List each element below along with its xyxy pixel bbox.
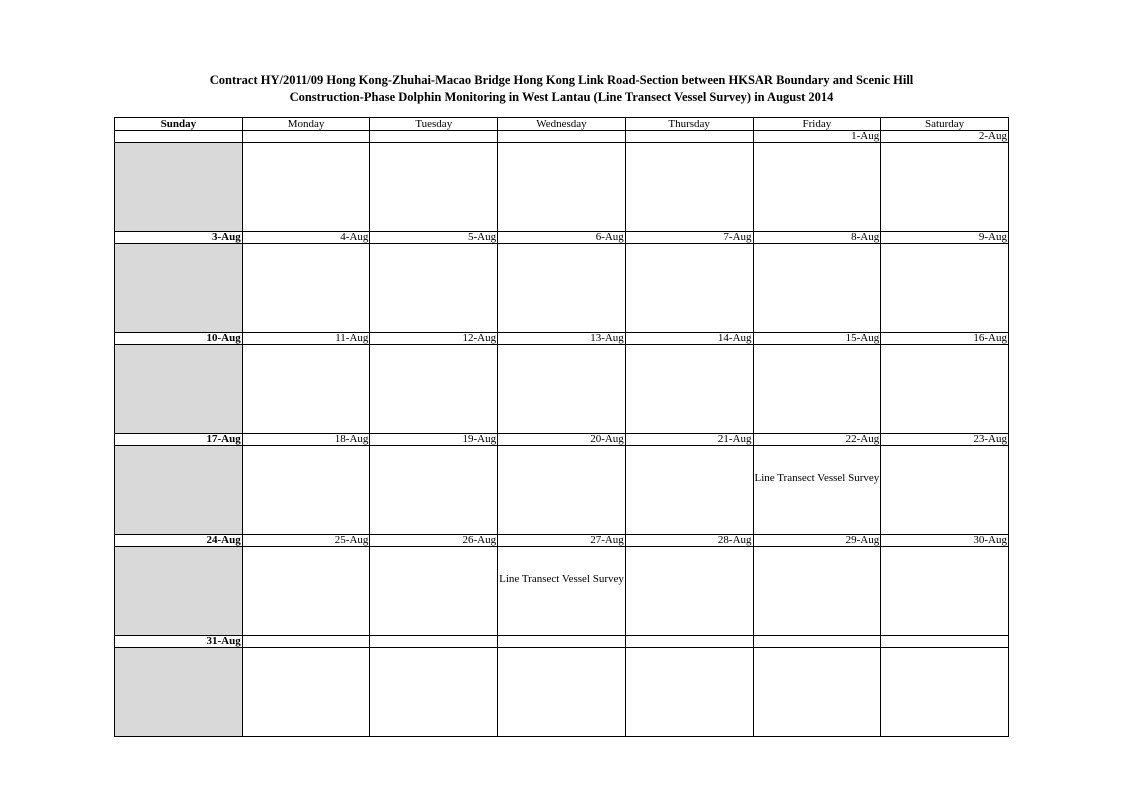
day-cell: [625, 345, 753, 434]
day-cell: [881, 547, 1009, 636]
day-cell: [881, 244, 1009, 333]
day-cell: [625, 648, 753, 737]
date-label: 23-Aug: [881, 434, 1009, 446]
date-label: [498, 636, 626, 648]
week-date-row: [115, 535, 1009, 547]
date-label: 17-Aug: [115, 434, 243, 446]
date-label: [242, 636, 370, 648]
date-label: 25-Aug: [242, 535, 370, 547]
date-label: 11-Aug: [242, 333, 370, 345]
week-body-row: [115, 345, 1009, 434]
date-label: 9-Aug: [881, 232, 1009, 244]
date-label: 26-Aug: [370, 535, 498, 547]
week-body-row: [115, 143, 1009, 232]
day-cell: [625, 446, 753, 535]
event-note: Line Transect Vessel Survey: [499, 573, 624, 585]
week-date-row: [115, 636, 1009, 648]
day-cell: [881, 143, 1009, 232]
day-cell: [753, 345, 881, 434]
date-label: [625, 131, 753, 143]
day-cell: [115, 547, 243, 636]
weekday-header-row: [115, 118, 1009, 131]
date-label: 24-Aug: [115, 535, 243, 547]
day-cell: [498, 648, 626, 737]
date-label: 20-Aug: [498, 434, 626, 446]
date-label: [370, 131, 498, 143]
date-label: [753, 636, 881, 648]
date-label: 30-Aug: [881, 535, 1009, 547]
weekday-header-friday: Friday: [753, 118, 881, 131]
week-body-row: [115, 547, 1009, 636]
date-label: [625, 636, 753, 648]
date-label: 31-Aug: [115, 636, 243, 648]
day-cell: [115, 143, 243, 232]
day-cell: [242, 244, 370, 333]
date-label: 22-Aug: [753, 434, 881, 446]
date-label: 16-Aug: [881, 333, 1009, 345]
date-label: 12-Aug: [370, 333, 498, 345]
week-date-row: [115, 131, 1009, 143]
event-note: Line Transect Vessel Survey: [754, 472, 880, 484]
date-label: 8-Aug: [753, 232, 881, 244]
weekday-header-sunday: Sunday: [115, 118, 243, 131]
day-cell: [370, 648, 498, 737]
date-label: 27-Aug: [498, 535, 626, 547]
day-cell: [370, 143, 498, 232]
week-body-row: [115, 446, 1009, 535]
day-cell: [753, 446, 881, 535]
day-cell: [242, 345, 370, 434]
day-cell: [498, 547, 626, 636]
day-cell: [242, 547, 370, 636]
date-label: 18-Aug: [242, 434, 370, 446]
date-label: [370, 636, 498, 648]
date-label: [881, 636, 1009, 648]
day-cell: [881, 446, 1009, 535]
document-title: [0, 72, 1123, 106]
date-label: 14-Aug: [625, 333, 753, 345]
day-cell: [753, 244, 881, 333]
weekday-header-monday: Monday: [242, 118, 370, 131]
day-cell: [498, 143, 626, 232]
week-date-row: [115, 232, 1009, 244]
weekday-header-thursday: Thursday: [625, 118, 753, 131]
day-cell: [498, 446, 626, 535]
date-label: [115, 131, 243, 143]
date-label: 6-Aug: [498, 232, 626, 244]
title-line-1: Contract HY/2011/09 Hong Kong-Zhuhai-Macao Bridge Hong Kong Link Road-Section between HKSAR Boundary and Scenic Hill: [209, 73, 914, 87]
date-label: 29-Aug: [753, 535, 881, 547]
day-cell: [242, 446, 370, 535]
date-label: 4-Aug: [242, 232, 370, 244]
date-label: 1-Aug: [753, 131, 881, 143]
date-label: 7-Aug: [625, 232, 753, 244]
date-label: 19-Aug: [370, 434, 498, 446]
day-cell: [115, 244, 243, 333]
day-cell: [753, 547, 881, 636]
date-label: [498, 131, 626, 143]
date-label: 13-Aug: [498, 333, 626, 345]
day-cell: [498, 244, 626, 333]
day-cell: [242, 648, 370, 737]
week-date-row: [115, 434, 1009, 446]
day-cell: [115, 345, 243, 434]
week-body-row: [115, 244, 1009, 333]
date-label: [242, 131, 370, 143]
date-label: 15-Aug: [753, 333, 881, 345]
day-cell: [115, 446, 243, 535]
date-label: 2-Aug: [881, 131, 1009, 143]
week-body-row: [115, 648, 1009, 737]
date-label: 21-Aug: [625, 434, 753, 446]
date-label: 28-Aug: [625, 535, 753, 547]
weekday-header-saturday: Saturday: [881, 118, 1009, 131]
day-cell: [370, 244, 498, 333]
title-line-2: Construction-Phase Dolphin Monitoring in West Lantau (Line Transect Vessel Survey) in August 2014: [289, 90, 834, 104]
date-label: 3-Aug: [115, 232, 243, 244]
week-date-row: [115, 333, 1009, 345]
day-cell: [370, 345, 498, 434]
day-cell: [753, 648, 881, 737]
calendar-table: [114, 117, 1009, 737]
day-cell: [881, 648, 1009, 737]
date-label: 5-Aug: [370, 232, 498, 244]
weekday-header-tuesday: Tuesday: [370, 118, 498, 131]
calendar-body: [115, 131, 1009, 737]
weekday-header-wednesday: Wednesday: [498, 118, 626, 131]
date-label: 10-Aug: [115, 333, 243, 345]
day-cell: [625, 244, 753, 333]
day-cell: [625, 547, 753, 636]
day-cell: [115, 648, 243, 737]
day-cell: [370, 446, 498, 535]
day-cell: [625, 143, 753, 232]
day-cell: [753, 143, 881, 232]
day-cell: [498, 345, 626, 434]
day-cell: [881, 345, 1009, 434]
day-cell: [242, 143, 370, 232]
day-cell: [370, 547, 498, 636]
